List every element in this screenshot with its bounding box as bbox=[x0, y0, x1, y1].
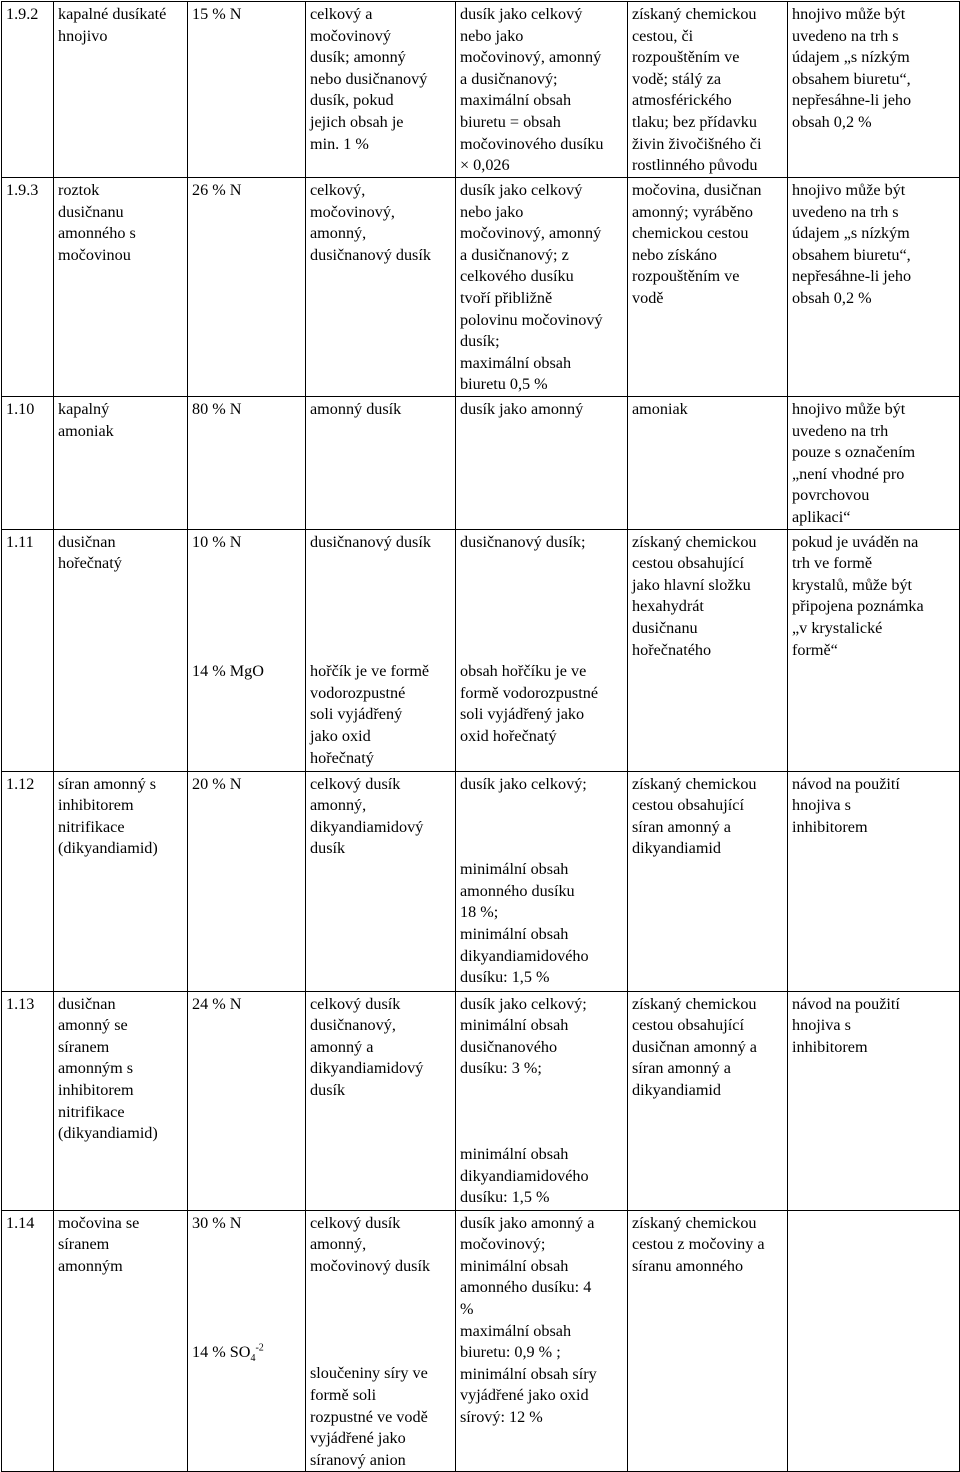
note bbox=[788, 1210, 960, 1472]
nutrient-form: dusičnanový dusík hořčík je ve formě vodorozpustné soli vyjádřený jako oxid hořečnatý bbox=[306, 529, 456, 771]
row-number: 1.14 bbox=[2, 1210, 54, 1472]
nutrient-form: celkový a močovinový dusík; amonný nebo dusičnanový dusík, pokud jejich obsah je min. 1 % bbox=[306, 2, 456, 178]
fertilizer-name: kapalný amoniak bbox=[54, 397, 188, 530]
note: návod na použití hnojiva s inhibitorem bbox=[788, 771, 960, 991]
nutrient-value: 15 % N bbox=[188, 2, 306, 178]
nutrient-form: celkový dusík amonný, dikyandiamidový dusík bbox=[306, 771, 456, 991]
content-spec: dusík jako amonný bbox=[456, 397, 628, 530]
row-number: 1.12 bbox=[2, 771, 54, 991]
table-row bbox=[2, 2, 960, 178]
production-method: získaný chemickou cestou obsahující dusičnan amonný a síran amonný a dikyandiamid bbox=[628, 991, 788, 1210]
note: hnojivo může být uvedeno na trh s údajem „s nízkým obsahem biuretu“, nepřesáhne-li jeho obsah 0,2 % bbox=[788, 2, 960, 178]
production-method: amoniak bbox=[628, 397, 788, 530]
content-spec: dusičnanový dusík; obsah hořčíku je ve formě vodorozpustné soli vyjádřený jako oxid hořečnatý bbox=[456, 529, 628, 771]
nutrient-form: amonný dusík bbox=[306, 397, 456, 530]
content-spec: dusík jako celkový; minimální obsah amonného dusíku 18 %; minimální obsah dikyandiamidového dusíku: 1,5 % bbox=[456, 771, 628, 991]
nutrient-value: 24 % N bbox=[188, 991, 306, 1210]
nutrient-form-secondary: sloučeniny síry ve formě soli rozpustné ve vodě vyjádřené jako síranový anion bbox=[310, 1364, 428, 1469]
fertilizer-name: dusičnan hořečnatý bbox=[54, 529, 188, 771]
nutrient-value: 80 % N bbox=[188, 397, 306, 530]
content-spec: dusík jako celkový; minimální obsah dusičnanového dusíku: 3 %; minimální obsah dikyandiamidového dusíku: 1,5 % bbox=[456, 991, 628, 1210]
table-row bbox=[2, 991, 960, 1210]
nutrient-form: celkový dusík amonný, močovinový dusík sloučeniny síry ve formě soli rozpustné ve vodě vyjádřené jako síranový anion bbox=[306, 1210, 456, 1472]
row-number: 1.13 bbox=[2, 991, 54, 1210]
production-method: získaný chemickou cestou obsahující síran amonný a dikyandiamid bbox=[628, 771, 788, 991]
fertilizer-name: dusičnan amonný se síranem amonným s inhibitorem nitrifikace (dikyandiamid) bbox=[54, 991, 188, 1210]
note: hnojivo může být uvedeno na trh pouze s označením „není vhodné pro povrchovou aplikaci“ bbox=[788, 397, 960, 530]
fertilizer-name: roztok dusičnanu amonného s močovinou bbox=[54, 178, 188, 397]
content-spec-secondary: minimální obsah amonného dusíku 18 %; minimální obsah dikyandiamidového dusíku: 1,5 % bbox=[460, 860, 589, 987]
note: hnojivo může být uvedeno na trh s údajem „s nízkým obsahem biuretu“, nepřesáhne-li jeho obsah 0,2 % bbox=[788, 178, 960, 397]
table-row bbox=[2, 178, 960, 397]
content-spec-secondary: obsah hořčíku je ve formě vodorozpustné soli vyjádřený jako oxid hořečnatý bbox=[460, 662, 599, 745]
fertilizer-name: močovina se síranem amonným bbox=[54, 1210, 188, 1472]
nutrient-value: 26 % N bbox=[188, 178, 306, 397]
content-spec: dusík jako celkový nebo jako močovinový, amonný a dusičnanový; maximální obsah biuretu = obsah močovinového dusíku × 0,026 bbox=[456, 2, 628, 178]
production-method: získaný chemickou cestou, či rozpouštěním ve vodě; stálý za atmosférického tlaku; bez přídavku živin živočišného či rostlinného původu bbox=[628, 2, 788, 178]
fertilizer-table bbox=[1, 1, 960, 1472]
table-row bbox=[2, 1210, 960, 1472]
nutrient-value: 10 % N 14 % MgO bbox=[188, 529, 306, 771]
nutrient-value: 30 % N 14 % $SO_4^{-2}$ bbox=[188, 1210, 306, 1472]
table-row bbox=[2, 771, 960, 991]
note: návod na použití hnojiva s inhibitorem bbox=[788, 991, 960, 1210]
nutrient-value-secondary: 14 % $SO_4^{-2}$ bbox=[192, 1342, 264, 1365]
row-number: 1.10 bbox=[2, 397, 54, 530]
note: pokud je uváděn na trh ve formě krystalů, může být připojena poznámka „v krystalické formě“ bbox=[788, 529, 960, 771]
row-number: 1.9.2 bbox=[2, 2, 54, 178]
content-spec: dusík jako amonný a močovinový; minimální obsah amonného dusíku: 4 % maximální obsah biuretu: 0,9 % ; minimální obsah síry vyjádřené jako oxid sírový: 12 % bbox=[456, 1210, 628, 1472]
production-method: získaný chemickou cestou z močoviny a síranu amonného bbox=[628, 1210, 788, 1472]
table-row bbox=[2, 397, 960, 530]
production-method: močovina, dusičnan amonný; vyráběno chemickou cestou nebo získáno rozpouštěním ve vodě bbox=[628, 178, 788, 397]
content-spec: dusík jako celkový nebo jako močovinový, amonný a dusičnanový; z celkového dusíku tvoří přibližně polovinu močovinový dusík; maximální obsah biuretu 0,5 % bbox=[456, 178, 628, 397]
fertilizer-name: síran amonný s inhibitorem nitrifikace (dikyandiamid) bbox=[54, 771, 188, 991]
content-spec-secondary: minimální obsah dikyandiamidového dusíku: 1,5 % bbox=[460, 1144, 589, 1207]
nutrient-form-secondary: hořčík je ve formě vodorozpustné soli vyjádřený jako oxid hořečnatý bbox=[310, 662, 430, 767]
nutrient-value: 20 % N bbox=[188, 771, 306, 991]
row-number: 1.11 bbox=[2, 529, 54, 771]
row-number: 1.9.3 bbox=[2, 178, 54, 397]
nutrient-form: celkový dusík dusičnanový, amonný a dikyandiamidový dusík bbox=[306, 991, 456, 1210]
nutrient-value-secondary: 14 % MgO bbox=[192, 662, 264, 681]
table-row bbox=[2, 529, 960, 771]
nutrient-form: celkový, močovinový, amonný, dusičnanový dusík bbox=[306, 178, 456, 397]
fertilizer-name: kapalné dusíkaté hnojivo bbox=[54, 2, 188, 178]
production-method: získaný chemickou cestou obsahující jako hlavní složku hexahydrát dusičnanu hořečnatého bbox=[628, 529, 788, 771]
